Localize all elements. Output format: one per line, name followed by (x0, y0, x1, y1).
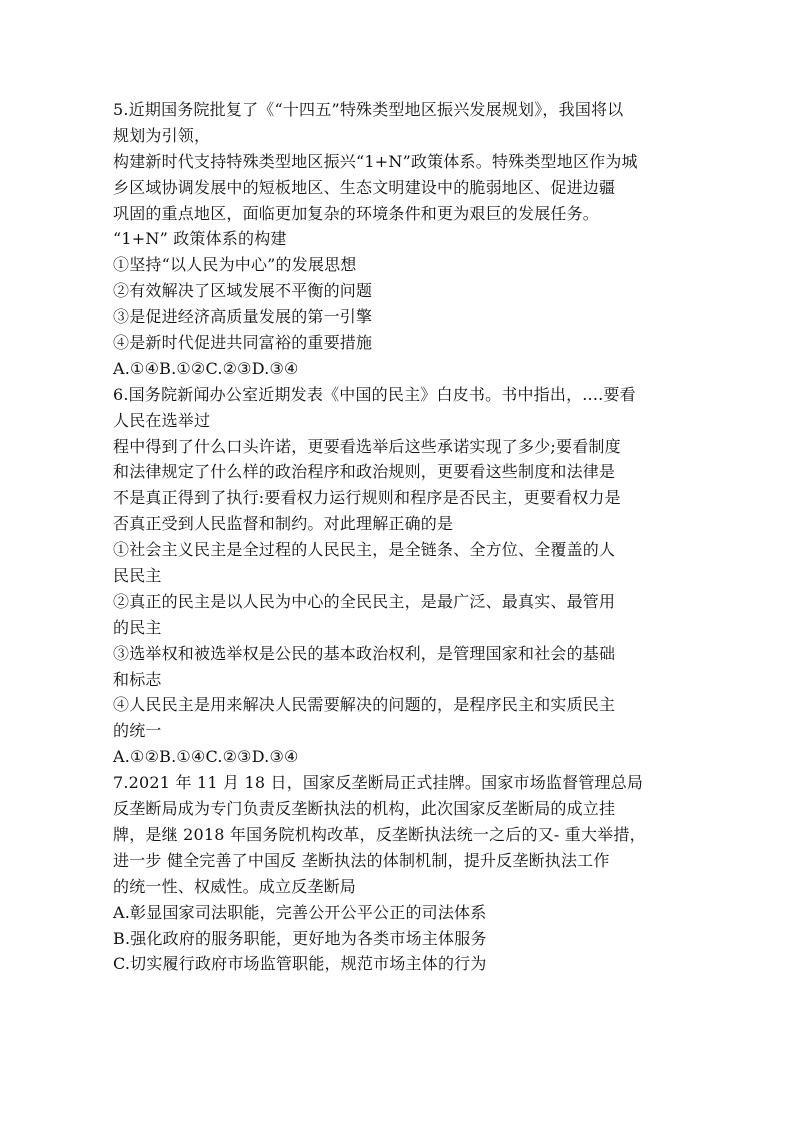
question-5-statement-3: ③是促进经济高质量发展的第一引擎 (113, 307, 373, 327)
question-5-stem-line: 规划为引领， (113, 125, 211, 145)
question-6 (113, 382, 703, 770)
question-6-stem-line: 否真正受到人民监督和制约。对此理解正确的是 (113, 514, 454, 534)
question-6-stem-line: 不是真正得到了执行:要看权力运行规则和程序是否民主，更要看权力是 (113, 488, 621, 508)
question-7-option-a: A.彰显国家司法职能，完善公开公平公正的司法体系 (113, 902, 487, 922)
question-6-statement-line: ②真正的民主是以人民为中心的全民民主，是最广泛、最真实、最管用 (113, 591, 616, 611)
question-5-stem-line: 5.近期国务院批复了《“十四五”特殊类型地区振兴发展规划》，我国将以 (113, 100, 624, 119)
question-5-statement-4: ④是新时代促进共同富裕的重要措施 (113, 333, 373, 353)
question-6-statement-line: 和标志 (113, 669, 162, 689)
question-7-stem-line: 进一步 健全完善了中国反 垄断执法的体制机制，提升反垄断执法工作 (113, 850, 610, 870)
question-6-options: A.①②B.①④C.②③D.③④ (113, 747, 299, 767)
question-7-stem-line: 的统一性、权威性。成立反垄断局 (113, 876, 357, 896)
question-5-statement-2: ②有效解决了区域发展不平衡的问题 (113, 281, 373, 301)
question-6-statement-line: ④人民民主是用来解决人民需要解决的问题的，是程序民主和实质民主 (113, 695, 616, 715)
question-5-statement-1: ①坚持“以人民为中心”的发展思想 (113, 255, 357, 275)
question-6-statement-line: ①社会主义民主是全过程的人民民主，是全链条、全方位、全覆盖的人 (113, 540, 616, 560)
question-7-stem-line: 反垄断局成为专门负责反垄断执法的机构，此次国家反垄断局的成立挂 (113, 799, 616, 819)
question-7-option-b: B.强化政府的服务职能，更好地为各类市场主体服务 (113, 928, 487, 948)
question-5-stem-line: 构建新时代支持特殊类型地区振兴“1+N”政策体系。特殊类型地区作为城 (113, 151, 638, 171)
question-6-stem-line: 程中得到了什么口头许诺，更要看选举后这些承诺实现了多少;要看制度 (113, 436, 621, 456)
question-7-stem-line: 7.2021 年 11 月 18 日，国家反垄断局正式挂牌。国家市场监督管理总局 (113, 773, 644, 793)
question-6-statement-line: 的民主 (113, 617, 162, 637)
question-5-options: A.①④B.①②C.②③D.③④ (113, 358, 299, 378)
question-5-stem-line: 巩固的重点地区，面临更加复杂的环境条件和更为艰巨的发展任务。 (113, 203, 600, 223)
question-6-statement-line: ③选举权和被选举权是公民的基本政治权利，是管理国家和社会的基础 (113, 643, 616, 663)
question-7 (113, 770, 703, 977)
question-5-stem-line: 乡区域协调发展中的短板地区、生态文明建设中的脆弱地区、促进边疆 (113, 177, 616, 197)
question-7-option-c: C.切实履行政府市场监管职能，规范市场主体的行为 (113, 954, 487, 974)
document-page (113, 97, 703, 977)
question-5-stem-line: “1+N” 政策体系的构建 (113, 229, 287, 249)
question-5 (113, 97, 703, 382)
question-6-statement-line: 的统一 (113, 721, 162, 741)
question-6-stem-line: 6.国务院新闻办公室近期发表《中国的民主》白皮书。书中指出，....要看 (113, 384, 636, 404)
question-6-stem-line: 和法律规定了什么样的政治程序和政治规则，更要看这些制度和法律是 (113, 462, 616, 482)
question-7-stem-line: 牌，是继 2018 年国务院机构改革，反垄断执法统一之后的又- 重大举措， (113, 824, 646, 844)
question-6-statement-line: 民民主 (113, 566, 162, 586)
question-6-stem-line: 人民在选举过 (113, 410, 211, 430)
